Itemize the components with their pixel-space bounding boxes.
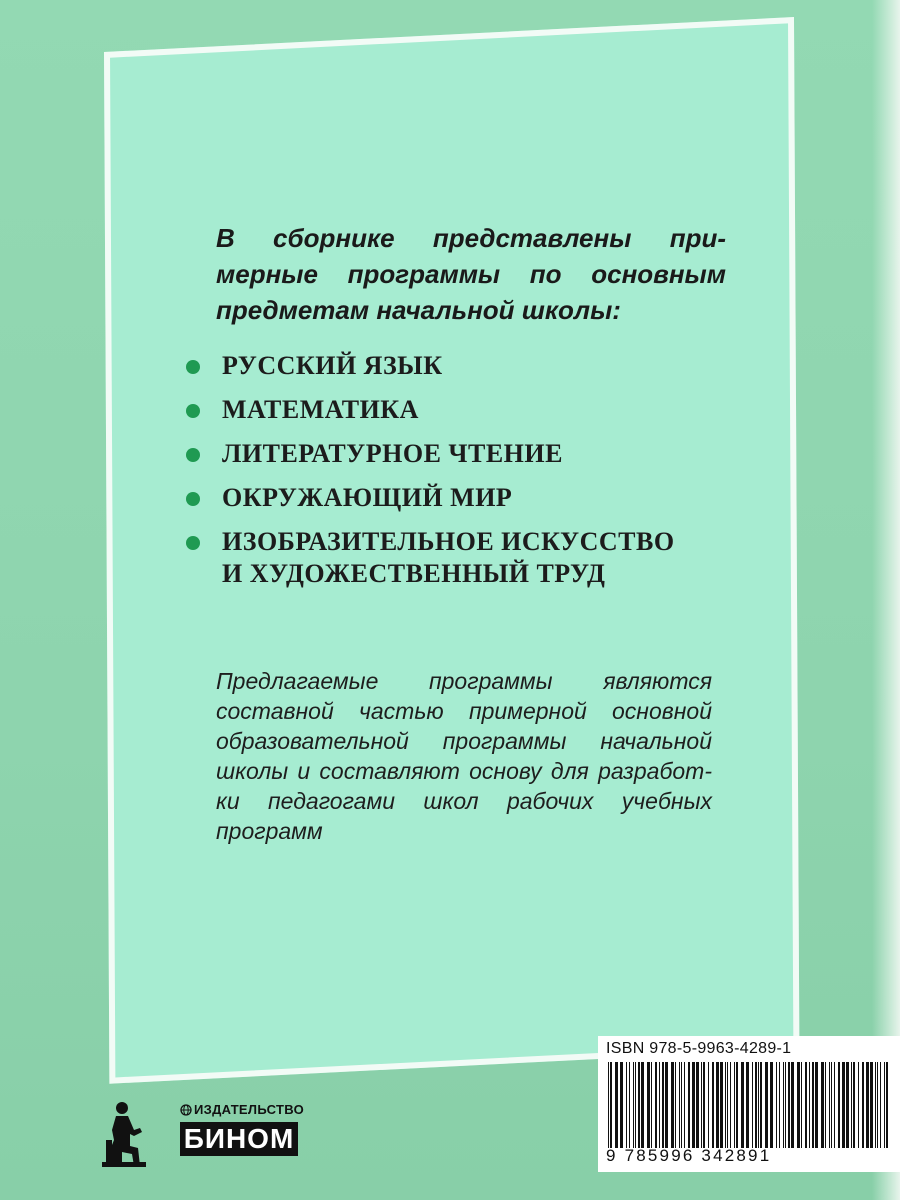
isbn-text: ISBN 978-5-9963-4289-1 — [606, 1040, 792, 1057]
bullet-icon — [186, 404, 200, 418]
subject-item — [186, 526, 766, 590]
publisher-logo — [100, 1100, 305, 1170]
subject-item — [186, 394, 766, 426]
description-line: составной частью примерной основной — [216, 698, 712, 724]
bullet-icon — [186, 448, 200, 462]
subject-label-continued: И ХУДОЖЕСТВЕННЫЙ ТРУД — [222, 559, 606, 588]
subject-label: МАТЕМАТИКА — [222, 395, 419, 424]
publisher-name: БИНОМ — [180, 1122, 298, 1156]
subject-list — [186, 350, 766, 602]
description-text — [216, 666, 712, 846]
description-line: ки педагогами школ рабочих учебных — [216, 788, 712, 814]
description-line: программ — [216, 818, 323, 844]
globe-icon — [180, 1104, 192, 1116]
subject-label: ЛИТЕРАТУРНОЕ ЧТЕНИЕ — [222, 439, 563, 468]
description-line: образовательной программы начальной — [216, 728, 712, 754]
intro-line: предметам начальной школы: — [216, 295, 621, 325]
subject-label: РУССКИЙ ЯЗЫК — [222, 351, 443, 380]
bullet-icon — [186, 492, 200, 506]
description-line: Предлагаемые программы являются — [216, 668, 712, 694]
publisher-label — [180, 1102, 304, 1117]
subject-item — [186, 350, 766, 382]
bullet-icon — [186, 536, 200, 550]
intro-line: мерные программы по основным — [216, 259, 726, 289]
subject-label: ОКРУЖАЮЩИЙ МИР — [222, 483, 513, 512]
description-line: школы и составляют основу для разработ- — [216, 758, 712, 784]
barcode — [604, 1062, 894, 1148]
bullet-icon — [186, 360, 200, 374]
intro-text — [216, 220, 726, 328]
subject-item — [186, 482, 766, 514]
subject-item — [186, 438, 766, 470]
publisher-label-text: ИЗДАТЕЛЬСТВО — [194, 1102, 305, 1117]
intro-line: В сборнике представлены при- — [216, 223, 726, 253]
subject-label: ИЗОБРАЗИТЕЛЬНОЕ ИСКУССТВО — [222, 527, 675, 556]
reading-figure-icon — [100, 1100, 150, 1168]
barcode-digits: 9 785996 342891 — [606, 1146, 772, 1165]
